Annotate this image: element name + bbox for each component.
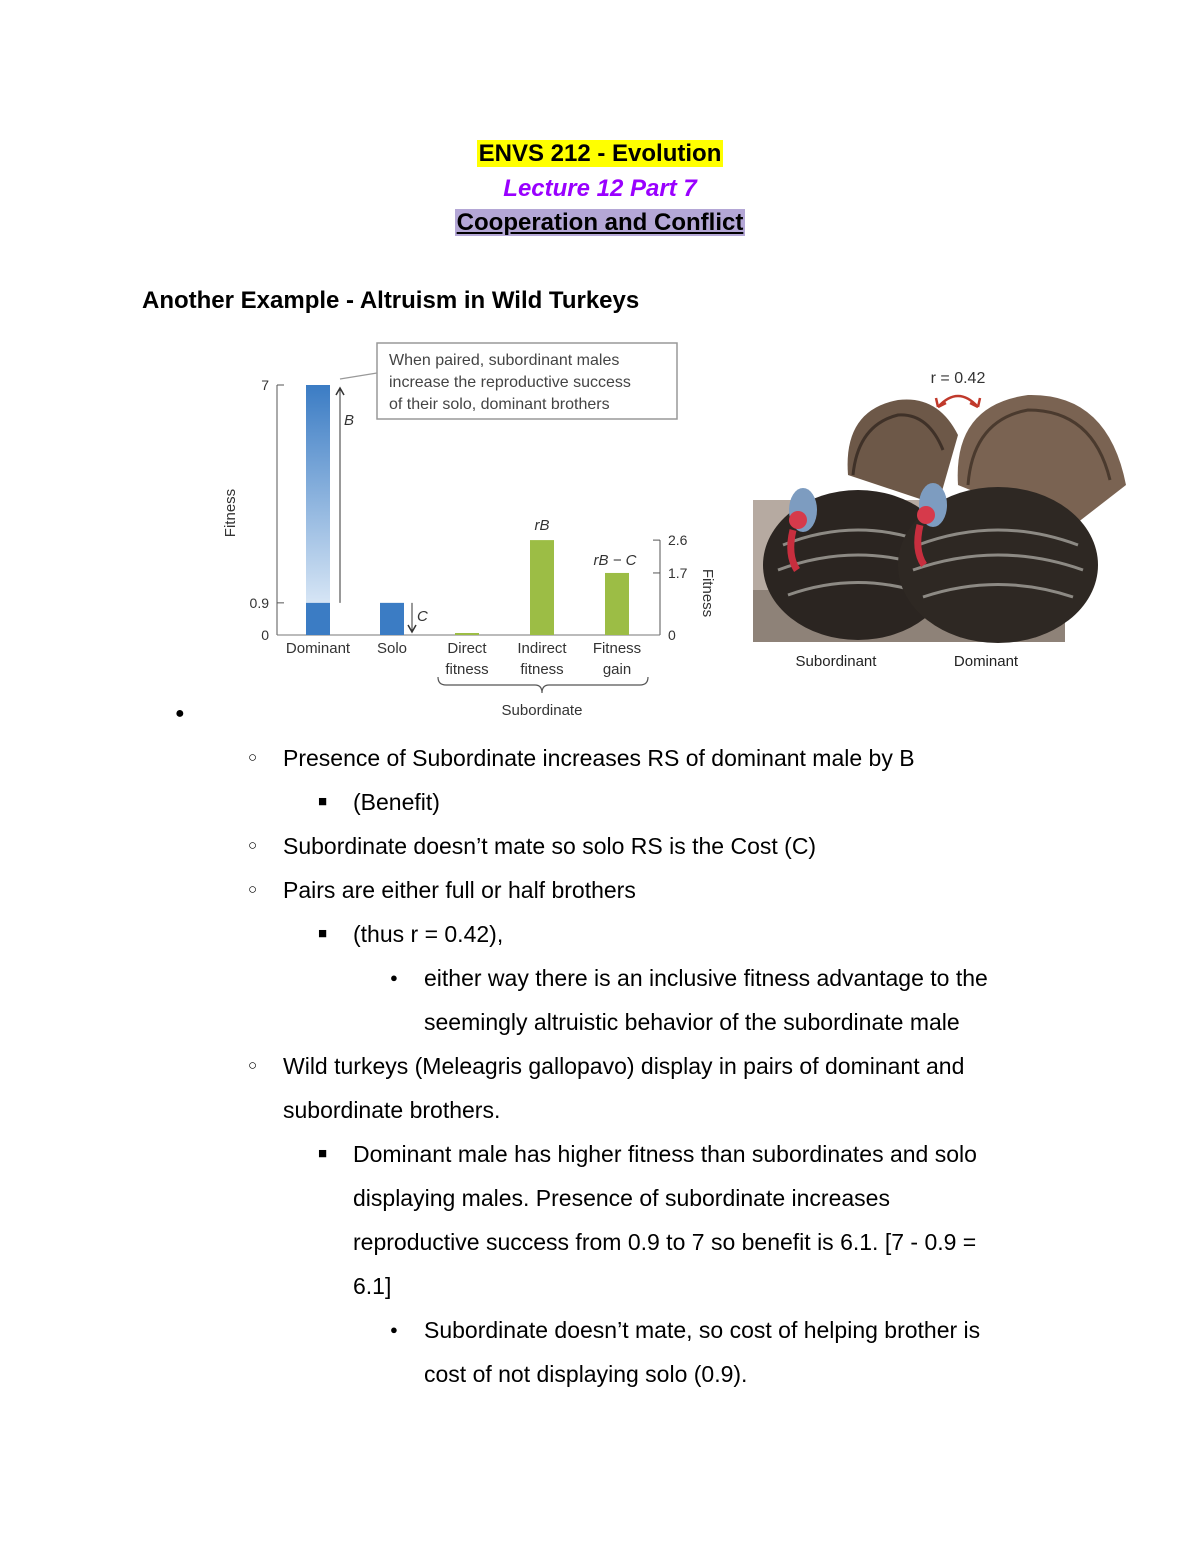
bullet-marker: ■ — [318, 925, 328, 942]
course-title-text: ENVS 212 - Evolution — [478, 140, 722, 167]
photo-label-dominant: Dominant — [953, 653, 1019, 670]
category-label: Indirect — [517, 640, 567, 657]
note-text: subordinate brothers. — [283, 1097, 501, 1123]
photo-label-subordinant: Subordinant — [795, 653, 877, 670]
category-label: gain — [602, 661, 632, 678]
cost-label: C — [417, 607, 428, 625]
note-text: 6.1] — [353, 1273, 392, 1299]
callout-pointer — [340, 373, 377, 379]
subordinate-brace — [438, 677, 648, 693]
left-axis-tick-label: 7 — [261, 377, 269, 393]
bar-dominant-benefit — [306, 385, 330, 603]
right-axis-label: Fitness — [699, 568, 716, 618]
callout-line: When paired, subordinant males — [389, 352, 620, 369]
left-axis-tick-label: 0.9 — [249, 594, 269, 611]
right-axis-tick-label: 2.6 — [668, 532, 688, 549]
bullet-marker: ○ — [248, 881, 258, 898]
lecture-title: Lecture 12 Part 7 — [503, 175, 697, 202]
note-text: Pairs are either full or half brothers — [283, 877, 636, 903]
callout-line: increase the reproductive success — [389, 374, 631, 391]
category-label: Direct — [447, 640, 487, 657]
course-title — [0, 140, 1200, 168]
note-text: reproductive success from 0.9 to 7 so benefit is 6.1. [7 - 0.9 = — [353, 1229, 977, 1255]
benefit-label: B — [344, 412, 355, 429]
note-text: seemingly altruistic behavior of the subordinate male — [424, 1009, 960, 1035]
bar-fitness-gain — [605, 573, 629, 635]
indirect-label: rB — [534, 517, 550, 535]
note-text: cost of not displaying solo (0.9). — [424, 1361, 748, 1387]
note-text: (Benefit) — [353, 789, 440, 815]
right-axis-tick-label: 1.7 — [668, 564, 688, 581]
note-text: either way there is an inclusive fitness advantage to the — [424, 965, 988, 991]
bullet-marker: ● — [175, 705, 185, 722]
note-text: (thus r = 0.42), — [353, 921, 504, 947]
bullet-marker: ○ — [248, 1057, 258, 1074]
turkey-photo — [748, 355, 1133, 675]
category-label: fitness — [445, 661, 489, 678]
gain-label: rB − C — [593, 551, 637, 569]
bar-dominant — [306, 603, 330, 635]
bullet-marker: ● — [390, 1322, 398, 1337]
right-axis-tick-label: 0 — [668, 627, 676, 643]
relatedness-label: r = 0.42 — [930, 370, 986, 387]
bar-direct-fitness — [455, 633, 479, 635]
note-text: Subordinate doesn’t mate so solo RS is the Cost (C) — [283, 833, 817, 859]
category-label: fitness — [520, 661, 564, 678]
bullet-marker: ■ — [318, 793, 328, 810]
bullet-marker: ○ — [248, 749, 258, 766]
bar-indirect-fitness — [530, 540, 554, 635]
callout-line: of their solo, dominant brothers — [389, 396, 610, 413]
note-text: Wild turkeys (Meleagris gallopavo) display in pairs of dominant and — [283, 1053, 965, 1079]
note-text: Presence of Subordinate increases RS of dominant male by B — [283, 745, 915, 771]
note-text: Subordinate doesn’t mate, so cost of helping brother is — [424, 1317, 981, 1343]
bar-solo — [380, 603, 404, 635]
bullet-marker: ● — [390, 970, 398, 985]
bullet-marker: ○ — [248, 837, 258, 854]
left-axis-tick-label: 0 — [261, 627, 269, 643]
left-axis-label: Fitness — [222, 488, 239, 538]
note-text: displaying males. Presence of subordinate increases — [353, 1185, 890, 1211]
section-heading: Another Example - Altruism in Wild Turkeys — [142, 287, 640, 314]
topic-title-text: Cooperation and Conflict — [456, 209, 744, 236]
note-text: Dominant male has higher fitness than subordinates and solo — [353, 1141, 977, 1167]
category-label: Solo — [376, 640, 408, 657]
bullet-marker: ■ — [318, 1145, 328, 1162]
category-label: Fitness — [592, 640, 642, 657]
subordinate-group-label: Subordinate — [501, 702, 583, 719]
category-label: Dominant — [285, 640, 351, 657]
topic-title — [0, 209, 1200, 237]
fitness-bar-chart — [205, 335, 730, 730]
